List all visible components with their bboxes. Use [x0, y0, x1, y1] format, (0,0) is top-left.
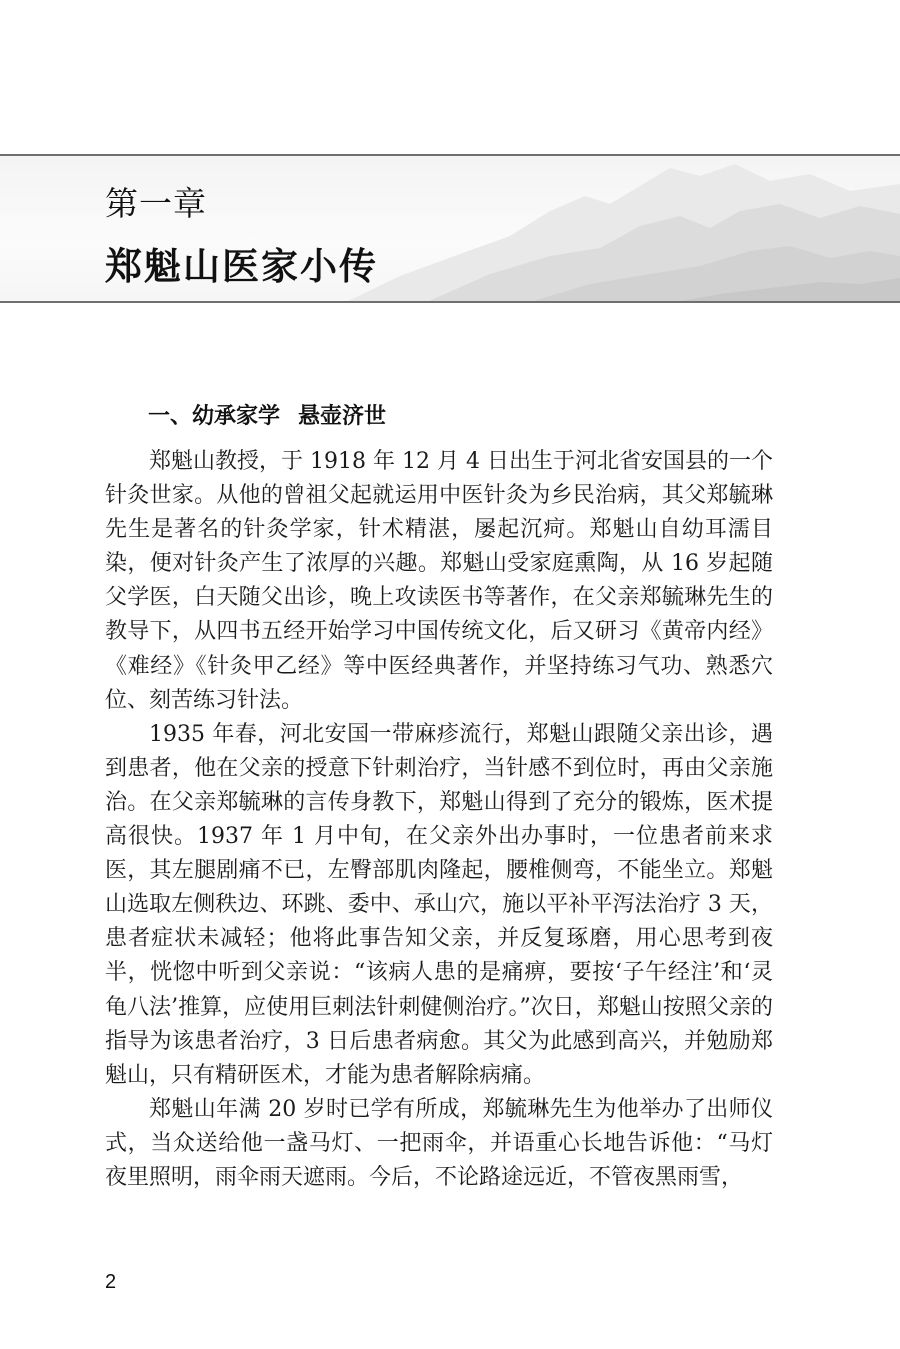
paragraph: 郑魁山教授，于 1918 年 12 月 4 日出生于河北省安国县的一个针灸世家。从他的曾祖父起就运用中医针灸为乡民治病，其父郑毓琳先生是著名的针灸学家，针术精湛，屡起沉疴。郑魁山自幼耳濡目染，便对针灸产生了浓厚的兴趣。郑魁山受家庭熏陶，从 16 岁起随父学医，白天随父出诊，晚上攻读医书等著作，在父亲郑毓琳先生的教导下，从四书五经开始学习中国传统文化，后又研习《黄帝内经》《难经》《针灸甲乙经》等中医经典著作，并坚持练习气功、熟悉穴位、刻苦练习针法。	[105, 449, 773, 713]
section-heading-part2: 悬壶济世	[298, 404, 387, 429]
body-text	[105, 445, 773, 1195]
section-heading-part1: 一、幼承家学	[148, 404, 281, 429]
page-number: 2	[105, 1271, 117, 1293]
mountain-illustration	[340, 156, 900, 303]
section-heading	[148, 399, 386, 430]
paragraph: 1935 年春，河北安国一带麻疹流行，郑魁山跟随父亲出诊，遇到患者，他在父亲的授意下针刺治疗，当针感不到位时，再由父亲施治。在父亲郑毓琳的言传身教下，郑魁山得到了充分的锻炼，医术提高很快。1937 年 1 月中旬，在父亲外出办事时，一位患者前来求医，其左腿剧痛不已，左臀部肌肉隆起，腰椎侧弯，不能坐立。郑魁山选取左侧秩边、环跳、委中、承山穴，施以平补平泻法治疗 3 天，患者症状未减轻；他将此事告知父亲，并反复琢磨，用心思考到夜半，恍惚中听到父亲说：“该病人患的是痛痹，要按‘子午经注’和‘灵龟八法’推算，应使用巨刺法针刺健侧治疗。”次日，郑魁山按照父亲的指导为该患者治疗，3 日后患者病愈。其父为此感到高兴，并勉励郑魁山，只有精研医术，才能为患者解除病痛。	[105, 721, 773, 1088]
chapter-number: 第一章	[105, 184, 207, 223]
paragraph: 郑魁山年满 20 岁时已学有所成，郑毓琳先生为他举办了出师仪式，当众送给他一盏马灯、一把雨伞，并语重心长地告诉他：“马灯夜里照明，雨伞雨天遮雨。今后，不论路途远近，不管夜黑雨雪，	[105, 1096, 773, 1190]
chapter-title: 郑魁山医家小传	[105, 245, 378, 288]
